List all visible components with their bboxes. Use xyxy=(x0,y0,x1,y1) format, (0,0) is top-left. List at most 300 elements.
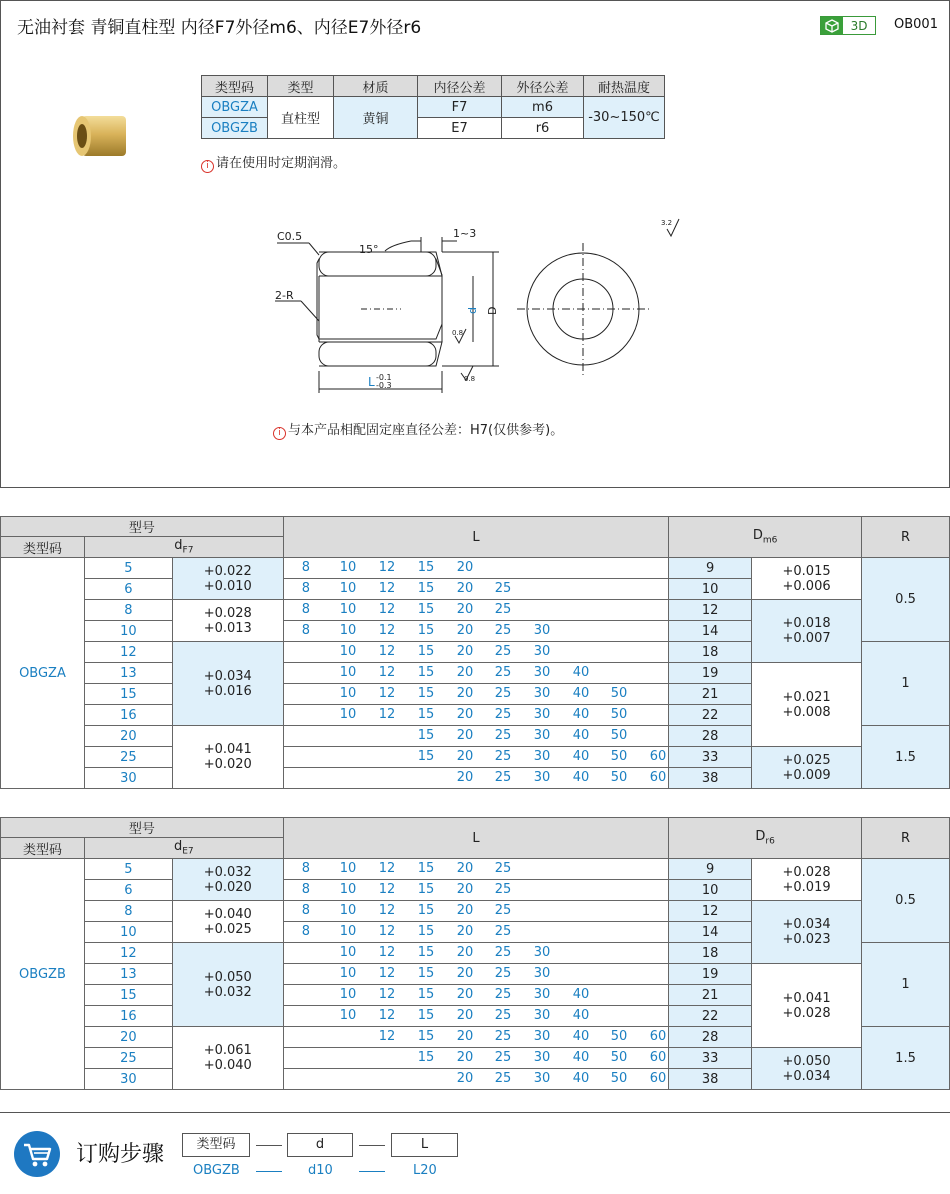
length-option[interactable]: 25 xyxy=(494,686,512,701)
length-option[interactable]: 50 xyxy=(610,686,628,701)
inner-d-label: d xyxy=(466,307,479,314)
radius-cell: 1.5 xyxy=(862,1027,950,1090)
length-option[interactable]: 25 xyxy=(494,644,512,659)
length-option[interactable]: 25 xyxy=(494,581,512,596)
length-option[interactable]: 30 xyxy=(533,665,551,680)
length-option[interactable]: 20 xyxy=(456,560,474,575)
length-options-cell xyxy=(283,1048,668,1069)
length-option[interactable]: 10 xyxy=(339,602,357,617)
info-icon: i xyxy=(273,427,286,440)
chamfer-label: C0.5 xyxy=(277,230,303,243)
length-option[interactable]: 12 xyxy=(378,602,396,617)
length-option[interactable]: 40 xyxy=(572,749,590,764)
length-option[interactable]: 50 xyxy=(610,1029,628,1044)
spec-outer-tol-a: m6 xyxy=(502,97,584,118)
length-option[interactable]: 25 xyxy=(494,749,512,764)
length-option[interactable]: 30 xyxy=(533,966,551,981)
length-option[interactable]: 20 xyxy=(456,770,474,785)
length-option[interactable]: 8 xyxy=(301,903,311,918)
inner-diameter-cell[interactable]: 13 xyxy=(84,964,172,985)
inner-diameter-cell[interactable]: 16 xyxy=(84,1006,172,1027)
spec-header: 耐热温度 xyxy=(584,76,665,97)
outer-diameter-cell: 28 xyxy=(669,1027,752,1048)
length-option[interactable]: 10 xyxy=(339,581,357,596)
outer-diameter-cell: 12 xyxy=(669,901,752,922)
outer-tolerance-cell: +0.041 +0.028 xyxy=(752,964,862,1048)
inner-diameter-cell[interactable]: 5 xyxy=(84,558,172,579)
outer-diameter-cell: 38 xyxy=(669,1069,752,1090)
roughness-label: 0.8 xyxy=(464,375,476,383)
dimension-table-b xyxy=(0,817,950,1090)
product-overview-panel xyxy=(0,0,950,488)
bushing-photo xyxy=(67,113,137,163)
length-option[interactable]: 20 xyxy=(456,1029,474,1044)
length-option[interactable]: 15 xyxy=(417,987,435,1002)
length-options-cell xyxy=(283,922,668,943)
length-option[interactable]: 12 xyxy=(378,665,396,680)
length-option[interactable]: 50 xyxy=(610,1050,628,1065)
part-code: OB001 xyxy=(894,17,938,32)
length-options-cell xyxy=(283,880,668,901)
length-option[interactable]: 15 xyxy=(417,623,435,638)
roughness-label: 3.2 xyxy=(661,219,673,227)
length-option[interactable]: 10 xyxy=(339,903,357,918)
length-option[interactable]: 12 xyxy=(378,903,396,918)
length-option[interactable]: 30 xyxy=(533,1029,551,1044)
radius-header: R xyxy=(862,818,950,859)
length-options-cell xyxy=(283,579,668,600)
inner-diameter-cell[interactable]: 5 xyxy=(84,859,172,880)
length-option[interactable]: 25 xyxy=(494,945,512,960)
length-option[interactable]: 30 xyxy=(533,707,551,722)
length-option[interactable]: 30 xyxy=(533,686,551,701)
radius-cell: 0.5 xyxy=(862,859,950,943)
length-option[interactable]: 12 xyxy=(378,581,396,596)
length-option[interactable]: 40 xyxy=(572,770,590,785)
length-options-cell xyxy=(283,943,668,964)
outer-diameter-cell: 21 xyxy=(669,684,752,705)
roughness-label: 0.8 xyxy=(452,329,464,337)
length-option[interactable]: 40 xyxy=(572,707,590,722)
length-options-cell xyxy=(283,859,668,880)
outer-diameter-cell: 14 xyxy=(669,621,752,642)
length-option[interactable]: 15 xyxy=(417,560,435,575)
type-code-header: 类型码 xyxy=(1,838,85,859)
outer-diameter-cell: 9 xyxy=(669,859,752,880)
radius-header: R xyxy=(862,517,950,558)
length-option[interactable]: 15 xyxy=(417,602,435,617)
outer-diameter-cell: 22 xyxy=(669,1006,752,1027)
length-option[interactable]: 50 xyxy=(610,749,628,764)
length-option[interactable]: 12 xyxy=(378,644,396,659)
length-option[interactable]: 10 xyxy=(339,665,357,680)
outer-diameter-header: $D_{m6}$ xyxy=(669,517,862,558)
length-option[interactable]: 20 xyxy=(456,623,474,638)
groove-label: 1~3 xyxy=(453,227,477,240)
outer-diameter-cell: 12 xyxy=(669,600,752,621)
length-option[interactable]: 20 xyxy=(456,1050,474,1065)
length-option[interactable]: 25 xyxy=(494,602,512,617)
radius-cell: 1.5 xyxy=(862,726,950,789)
length-option[interactable]: 12 xyxy=(378,686,396,701)
length-option[interactable]: 30 xyxy=(533,945,551,960)
length-option[interactable]: 20 xyxy=(456,728,474,743)
length-option[interactable]: 20 xyxy=(456,644,474,659)
spec-header: 类型 xyxy=(268,76,334,97)
outer-tolerance-cell: +0.050 +0.034 xyxy=(752,1048,862,1090)
length-option[interactable]: 12 xyxy=(378,987,396,1002)
length-options-cell xyxy=(283,663,668,684)
radius-cell: 1 xyxy=(862,642,950,726)
table-row xyxy=(1,558,950,579)
outer-tolerance-cell: +0.018 +0.007 xyxy=(752,600,862,663)
length-option[interactable]: 10 xyxy=(339,966,357,981)
length-option[interactable]: 20 xyxy=(456,945,474,960)
length-option[interactable]: 25 xyxy=(494,924,512,939)
inner-tolerance-cell: +0.061 +0.040 xyxy=(172,1027,283,1090)
length-option[interactable]: 15 xyxy=(417,903,435,918)
d-box: d xyxy=(287,1133,353,1157)
length-option[interactable]: 40 xyxy=(572,1029,590,1044)
outer-diameter-cell: 33 xyxy=(669,747,752,768)
length-option[interactable]: 10 xyxy=(339,707,357,722)
outer-diameter-cell: 19 xyxy=(669,663,752,684)
l-box: L xyxy=(391,1133,458,1157)
inner-diameter-cell[interactable]: 10 xyxy=(84,621,172,642)
length-option[interactable]: 15 xyxy=(417,924,435,939)
inner-tolerance-cell: +0.040 +0.025 xyxy=(172,901,283,943)
length-option[interactable]: 20 xyxy=(456,581,474,596)
length-option[interactable]: 40 xyxy=(572,1008,590,1023)
length-option[interactable]: 8 xyxy=(301,861,311,876)
length-option[interactable]: 25 xyxy=(494,1071,512,1086)
length-option[interactable]: 20 xyxy=(456,903,474,918)
length-option[interactable]: 25 xyxy=(494,770,512,785)
length-options-cell xyxy=(283,1027,668,1048)
inner-diameter-cell[interactable]: 13 xyxy=(84,663,172,684)
length-option[interactable]: 12 xyxy=(378,1029,396,1044)
type-code-cell[interactable]: OBGZA xyxy=(1,558,85,789)
length-option[interactable]: 15 xyxy=(417,707,435,722)
outer-diameter-cell: 18 xyxy=(669,943,752,964)
length-option[interactable]: 10 xyxy=(339,686,357,701)
inner-diameter-cell[interactable]: 30 xyxy=(84,768,172,789)
length-option[interactable]: 15 xyxy=(417,966,435,981)
length-options-cell xyxy=(283,964,668,985)
length-options-cell xyxy=(283,621,668,642)
length-options-cell xyxy=(283,1069,668,1090)
separator xyxy=(256,1171,282,1172)
length-option[interactable]: 20 xyxy=(456,987,474,1002)
order-steps xyxy=(0,1112,950,1192)
length-options-cell xyxy=(283,1006,668,1027)
length-option[interactable]: 50 xyxy=(610,728,628,743)
length-options-cell xyxy=(283,747,668,768)
inner-tolerance-cell: +0.022 +0.010 xyxy=(172,558,283,600)
order-title: 订购步骤 xyxy=(76,1142,165,1167)
inner-diameter-cell[interactable]: 6 xyxy=(84,579,172,600)
length-option[interactable]: 15 xyxy=(417,1029,435,1044)
length-option[interactable]: 8 xyxy=(301,882,311,897)
length-options-cell xyxy=(283,901,668,922)
example-d: d10 xyxy=(308,1163,333,1178)
length-option[interactable]: 10 xyxy=(339,861,357,876)
length-option[interactable]: 15 xyxy=(417,945,435,960)
outer-diameter-cell: 28 xyxy=(669,726,752,747)
spec-inner-tol-b: E7 xyxy=(418,118,502,139)
length-header: L xyxy=(283,517,668,558)
length-option[interactable]: 25 xyxy=(494,1029,512,1044)
length-option[interactable]: 40 xyxy=(572,987,590,1002)
table-row xyxy=(1,663,950,684)
length-options-cell xyxy=(283,768,668,789)
inner-diameter-cell[interactable]: 6 xyxy=(84,880,172,901)
length-option[interactable]: 25 xyxy=(494,1008,512,1023)
length-option[interactable]: 15 xyxy=(417,686,435,701)
length-option[interactable]: 20 xyxy=(456,882,474,897)
length-option[interactable]: 25 xyxy=(494,861,512,876)
length-option[interactable]: 40 xyxy=(572,665,590,680)
length-option[interactable]: 10 xyxy=(339,644,357,659)
length-options-cell xyxy=(283,726,668,747)
dimension-table-a xyxy=(0,516,950,789)
length-option[interactable]: 20 xyxy=(456,966,474,981)
example-type-code: OBGZB xyxy=(193,1163,240,1178)
spec-header: 类型码 xyxy=(202,76,268,97)
length-option[interactable]: 15 xyxy=(417,1050,435,1065)
cube-icon xyxy=(821,17,843,34)
table-row xyxy=(1,859,950,880)
length-option[interactable]: 25 xyxy=(494,987,512,1002)
inner-tolerance-cell: +0.032 +0.020 xyxy=(172,859,283,901)
length-option[interactable]: 25 xyxy=(494,623,512,638)
length-option[interactable]: 20 xyxy=(456,665,474,680)
length-option[interactable]: 20 xyxy=(456,1071,474,1086)
spec-outer-tol-b: r6 xyxy=(502,118,584,139)
length-option[interactable]: 10 xyxy=(339,987,357,1002)
length-option[interactable]: 40 xyxy=(572,686,590,701)
length-tol-upper: -0.1 xyxy=(376,373,392,382)
outer-diameter-cell: 33 xyxy=(669,1048,752,1069)
inner-diameter-cell[interactable]: 25 xyxy=(84,1048,172,1069)
model-header: 型号 xyxy=(1,818,284,838)
outer-diameter-cell: 22 xyxy=(669,705,752,726)
3d-label: 3D xyxy=(850,18,868,33)
length-option[interactable]: 25 xyxy=(494,966,512,981)
angle-label: 15° xyxy=(359,243,379,256)
inner-diameter-cell[interactable]: 8 xyxy=(84,901,172,922)
inner-diameter-cell[interactable]: 12 xyxy=(84,943,172,964)
table-row xyxy=(1,747,950,768)
length-option[interactable]: 15 xyxy=(417,749,435,764)
table-row xyxy=(1,901,950,922)
length-option[interactable]: 40 xyxy=(572,1050,590,1065)
length-option[interactable]: 8 xyxy=(301,924,311,939)
length-option[interactable]: 25 xyxy=(494,882,512,897)
length-option[interactable]: 30 xyxy=(533,1008,551,1023)
length-option[interactable]: 60 xyxy=(649,1071,667,1086)
inner-diameter-cell[interactable]: 10 xyxy=(84,922,172,943)
separator xyxy=(359,1171,385,1172)
outer-tolerance-cell: +0.034 +0.023 xyxy=(752,901,862,964)
lubricate-note: i 请在使用时定期润滑。 xyxy=(201,152,346,173)
length-option[interactable]: 15 xyxy=(417,882,435,897)
length-option[interactable]: 50 xyxy=(610,1071,628,1086)
length-option[interactable]: 15 xyxy=(417,665,435,680)
length-option[interactable]: 15 xyxy=(417,1008,435,1023)
outer-diameter-cell: 10 xyxy=(669,880,752,901)
length-option[interactable]: 8 xyxy=(301,560,311,575)
length-option[interactable]: 12 xyxy=(378,861,396,876)
length-option[interactable]: 12 xyxy=(378,560,396,575)
outer-diameter-cell: 9 xyxy=(669,558,752,579)
spec-material: 黄铜 xyxy=(334,97,418,139)
spec-table xyxy=(201,75,665,139)
length-option[interactable]: 30 xyxy=(533,728,551,743)
radius-cell: 1 xyxy=(862,943,950,1027)
inner-diameter-cell[interactable]: 30 xyxy=(84,1069,172,1090)
outer-tolerance-cell: +0.025 +0.009 xyxy=(752,747,862,789)
type-code-box: 类型码 xyxy=(182,1133,250,1157)
length-option[interactable]: 25 xyxy=(494,707,512,722)
length-option[interactable]: 20 xyxy=(456,924,474,939)
length-header: L xyxy=(283,818,668,859)
length-option[interactable]: 30 xyxy=(533,644,551,659)
inner-diameter-cell[interactable]: 20 xyxy=(84,726,172,747)
outer-d-label: D xyxy=(486,306,499,315)
length-option[interactable]: 10 xyxy=(339,560,357,575)
length-option[interactable]: 15 xyxy=(417,644,435,659)
inner-diameter-cell[interactable]: 15 xyxy=(84,985,172,1006)
length-options-cell xyxy=(283,600,668,621)
length-option[interactable]: 12 xyxy=(378,882,396,897)
length-option[interactable]: 40 xyxy=(572,728,590,743)
spec-heat: -30~150℃ xyxy=(584,97,665,139)
length-option[interactable]: 8 xyxy=(301,623,311,638)
length-option[interactable]: 60 xyxy=(649,1029,667,1044)
spec-inner-tol-a: F7 xyxy=(418,97,502,118)
length-option[interactable]: 20 xyxy=(456,861,474,876)
length-option[interactable]: 15 xyxy=(417,581,435,596)
inner-diameter-header: $d_{E7}$ xyxy=(84,838,283,859)
inner-diameter-header: $d_{F7}$ xyxy=(84,537,283,558)
length-option[interactable]: 25 xyxy=(494,903,512,918)
length-tol-lower: -0.3 xyxy=(376,381,392,390)
length-option[interactable]: 12 xyxy=(378,966,396,981)
technical-drawing xyxy=(261,211,701,396)
length-option[interactable]: 50 xyxy=(610,770,628,785)
spec-code-a[interactable]: OBGZA xyxy=(202,97,268,118)
length-option[interactable]: 12 xyxy=(378,924,396,939)
table-row xyxy=(1,600,950,621)
length-option[interactable]: 12 xyxy=(378,707,396,722)
shopping-cart-icon xyxy=(14,1131,60,1177)
length-option[interactable]: 20 xyxy=(456,707,474,722)
outer-diameter-cell: 18 xyxy=(669,642,752,663)
length-option[interactable]: 10 xyxy=(339,924,357,939)
inner-diameter-cell[interactable]: 15 xyxy=(84,684,172,705)
length-options-cell xyxy=(283,558,668,579)
length-label: L xyxy=(368,375,375,389)
length-option[interactable]: 30 xyxy=(533,749,551,764)
length-option[interactable]: 10 xyxy=(339,1008,357,1023)
outer-diameter-cell: 38 xyxy=(669,768,752,789)
outer-tolerance-cell: +0.028 +0.019 xyxy=(752,859,862,901)
length-option[interactable]: 60 xyxy=(649,770,667,785)
length-option[interactable]: 25 xyxy=(494,1050,512,1065)
type-code-header: 类型码 xyxy=(1,537,85,558)
inner-tolerance-cell: +0.050 +0.032 xyxy=(172,943,283,1027)
inner-diameter-cell[interactable]: 12 xyxy=(84,642,172,663)
inner-diameter-cell[interactable]: 25 xyxy=(84,747,172,768)
length-options-cell xyxy=(283,985,668,1006)
outer-diameter-cell: 21 xyxy=(669,985,752,1006)
inner-tolerance-cell: +0.028 +0.013 xyxy=(172,600,283,642)
length-option[interactable]: 12 xyxy=(378,945,396,960)
length-option[interactable]: 60 xyxy=(649,1050,667,1065)
outer-tolerance-cell: +0.021 +0.008 xyxy=(752,663,862,747)
length-options-cell xyxy=(283,684,668,705)
length-option[interactable]: 20 xyxy=(456,749,474,764)
length-option[interactable]: 15 xyxy=(417,861,435,876)
length-option[interactable]: 20 xyxy=(456,602,474,617)
spec-code-b[interactable]: OBGZB xyxy=(202,118,268,139)
length-option[interactable]: 30 xyxy=(533,770,551,785)
length-option[interactable]: 10 xyxy=(339,945,357,960)
type-code-cell[interactable]: OBGZB xyxy=(1,859,85,1090)
inner-diameter-cell[interactable]: 16 xyxy=(84,705,172,726)
length-option[interactable]: 40 xyxy=(572,1071,590,1086)
radius-cell: 0.5 xyxy=(862,558,950,642)
length-options-cell xyxy=(283,705,668,726)
length-option[interactable]: 25 xyxy=(494,665,512,680)
length-option[interactable]: 20 xyxy=(456,686,474,701)
page-title: 无油衬套 青铜直柱型 内径F7外径m6、内径E7外径r6 xyxy=(17,18,422,38)
length-option[interactable]: 12 xyxy=(378,1008,396,1023)
radius-label: 2-R xyxy=(275,289,294,302)
spec-header: 外径公差 xyxy=(502,76,584,97)
example-l: L20 xyxy=(413,1163,437,1178)
length-option[interactable]: 50 xyxy=(610,707,628,722)
length-option[interactable]: 20 xyxy=(456,1008,474,1023)
outer-diameter-cell: 19 xyxy=(669,964,752,985)
length-option[interactable]: 10 xyxy=(339,882,357,897)
length-option[interactable]: 10 xyxy=(339,623,357,638)
length-option[interactable]: 8 xyxy=(301,581,311,596)
length-option[interactable]: 30 xyxy=(533,623,551,638)
spec-header: 材质 xyxy=(334,76,418,97)
table-row xyxy=(1,1048,950,1069)
inner-diameter-cell[interactable]: 20 xyxy=(84,1027,172,1048)
length-option[interactable]: 25 xyxy=(494,728,512,743)
length-options-cell xyxy=(283,642,668,663)
outer-diameter-cell: 10 xyxy=(669,579,752,600)
separator xyxy=(256,1145,282,1146)
outer-diameter-header: $D_{r6}$ xyxy=(669,818,862,859)
length-option[interactable]: 30 xyxy=(533,1050,551,1065)
spec-type: 直柱型 xyxy=(268,97,334,139)
length-option[interactable]: 12 xyxy=(378,623,396,638)
length-option[interactable]: 30 xyxy=(533,987,551,1002)
length-option[interactable]: 30 xyxy=(533,1071,551,1086)
outer-tolerance-cell: +0.015 +0.006 xyxy=(752,558,862,600)
length-option[interactable]: 8 xyxy=(301,602,311,617)
3d-model-button[interactable] xyxy=(820,16,876,35)
length-option[interactable]: 15 xyxy=(417,728,435,743)
inner-diameter-cell[interactable]: 8 xyxy=(84,600,172,621)
outer-diameter-cell: 14 xyxy=(669,922,752,943)
length-option[interactable]: 60 xyxy=(649,749,667,764)
